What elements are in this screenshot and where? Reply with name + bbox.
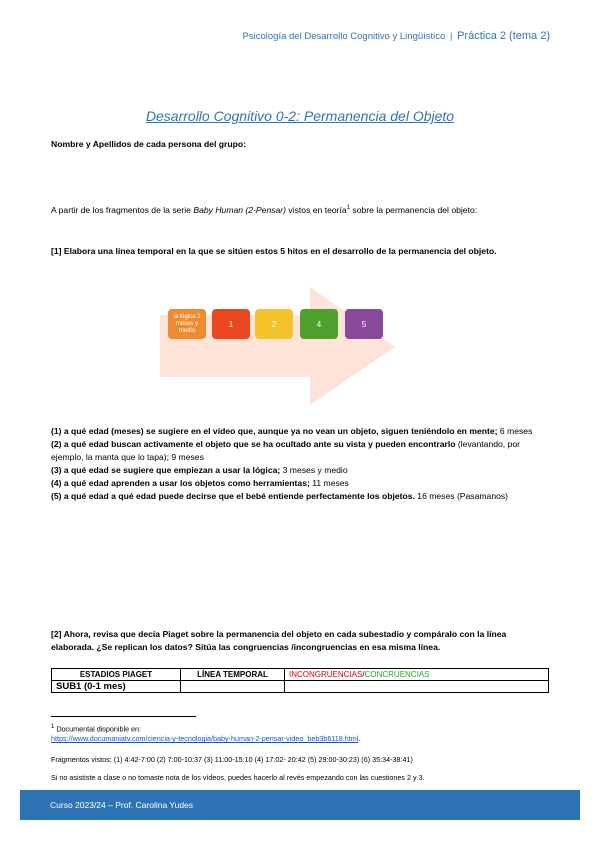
answer-4: (4) a qué edad aprenden a usar los objetos como herramientas; 11 meses (51, 478, 349, 488)
absence-note: Si no asististe a clase o no tomaste nota de los vídeos, puedes hacerlo al revés empezando con las cuestiones 2 y 3. (51, 773, 425, 782)
cell-stage: SUB1 (0-1 mes) (52, 681, 181, 693)
document-title: Desarrollo Cognitivo 0-2: Permanencia del Objeto (145, 108, 455, 124)
footnote-divider (51, 716, 196, 717)
timeline-box-5: 5 (345, 309, 383, 339)
answer-3: (3) a qué edad se sugiere que empiezan a usar la lógica; 3 meses y medio (51, 465, 348, 475)
cell-congruence (285, 681, 549, 693)
page-header (243, 30, 550, 42)
practice-label: Práctica 2 (tema 2) (457, 30, 550, 42)
timeline-box-4: 4 (300, 309, 338, 339)
piaget-table (51, 668, 549, 693)
answers-list (51, 425, 551, 503)
timeline-box-2: 2 (255, 309, 293, 339)
header-congruencias: INCONGRUENCIAS/CONCRUENCIAS (285, 669, 549, 681)
cell-timeline (181, 681, 285, 693)
intro-paragraph: A partir de los fragmentos de la serie Baby Human (2-Pensar) vistos en teoría$^1$ sobre la permanencia del objeto: (51, 204, 478, 215)
documentary-link[interactable]: https://www.documaniatv.com/ciencia-y-tecnologia/baby-human-2-pensar-video_beb3b6118.html (51, 734, 359, 744)
header-estadios: ESTADIOS PIAGET (52, 669, 181, 681)
header-separator: | (449, 31, 453, 42)
question-1: [1] Elabora una línea temporal en la que se sitúen estos 5 hitos en el desarrollo de la permanencia del objeto. (51, 246, 497, 256)
timeline-arrow (160, 285, 430, 405)
series-name: Baby Human (2-Pensar) (193, 204, 287, 215)
answer-5: (5) a qué edad a qué edad puede decirse que el bebé entiende perfectamente los objetos. 16 meses (Pasamanos) (51, 491, 509, 501)
group-names-label: Nombre y Apellidos de cada persona del grupo: (51, 139, 246, 149)
timeline-box-1: 1 (212, 309, 250, 339)
answer-1: (1) a qué edad (meses) se sugiere en el vídeo que, aunque ya no vean un objeto, siguen teniéndolo en mente; 6 meses (51, 426, 533, 436)
answer-2: (2) a qué edad buscan activamente el objeto que se ha ocultado ante su vista y pueden encontrarlo (levantando, por ejemplo, la manta que lo tapa); 9 meses (51, 439, 520, 462)
footnote: $^1$ Documental disponible en: https://www.documaniatv.com/ciencia-y-tecnologia/baby-human-2-pensar-video_beb3b6118.html. (51, 724, 361, 744)
header-linea: LÍNEA TEMPORAL (181, 669, 285, 681)
page-footer: Curso 2023/24 – Prof. Carolina Yudes (20, 790, 580, 820)
table-header-row (52, 669, 549, 681)
fragments-text: Fragmentos vistos: (1) 4:42-7:00 (2) 7:00-10:37 (3) 11:00-15:10 (4) 17:02- 20:42 (5) 29:00-30:23) (6) 35:34-38:41) (51, 755, 413, 764)
arrow-shape (160, 287, 395, 405)
course-title: Psicología del Desarrollo Cognitivo y Lingüístico (242, 31, 446, 42)
footnote-ref: 1 (346, 205, 351, 211)
timeline-box-logic: la lógica 3 meses y medio (168, 309, 206, 339)
table-row (52, 681, 549, 693)
timeline-diagram (160, 285, 430, 405)
question-2: [2] Ahora, revisa que decía Piaget sobre la permanencia del objeto en cada subestadio y compáralo con la línea elaborada. ¿Se replican los datos? Sitúa las congruencias /incongruencias en esa misma línea. (51, 629, 507, 652)
